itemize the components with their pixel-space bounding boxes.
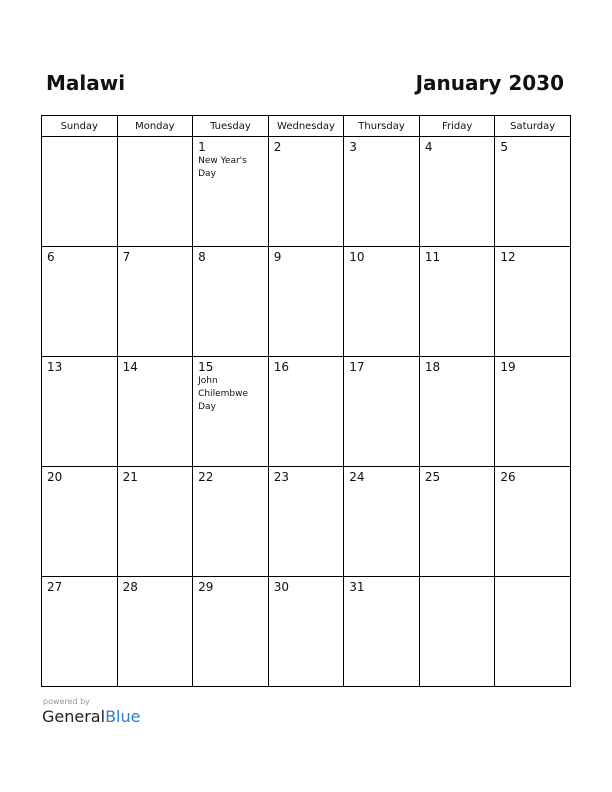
day-cell[interactable] bbox=[42, 247, 118, 357]
day-cell[interactable] bbox=[344, 577, 420, 687]
day-cell[interactable] bbox=[42, 357, 118, 467]
day-number: 22 bbox=[198, 470, 214, 484]
day-number: 25 bbox=[424, 470, 441, 484]
day-cell[interactable] bbox=[495, 247, 571, 357]
day-number: 11 bbox=[424, 250, 441, 264]
month-title: January 2030 bbox=[415, 71, 564, 95]
day-number: 24 bbox=[349, 470, 365, 484]
day-number: 2 bbox=[273, 140, 282, 154]
day-number: 10 bbox=[349, 250, 365, 264]
day-cell[interactable] bbox=[495, 357, 571, 467]
day-cell[interactable] bbox=[193, 357, 269, 467]
day-cell[interactable] bbox=[495, 137, 571, 247]
day-number: 18 bbox=[424, 360, 441, 374]
country-title: Malawi bbox=[46, 71, 126, 95]
logo-blue-text: Blue bbox=[105, 707, 141, 726]
day-cell[interactable] bbox=[117, 577, 193, 687]
powered-by-text: powered by bbox=[43, 697, 90, 706]
day-cell[interactable] bbox=[117, 137, 193, 247]
weekday-tuesday: Tuesday bbox=[193, 116, 269, 137]
holiday-label: New Year's Day bbox=[198, 156, 247, 179]
logo-general-text: General bbox=[42, 707, 106, 726]
day-cell[interactable] bbox=[344, 467, 420, 577]
day-number: 15 bbox=[198, 360, 214, 374]
day-number: 16 bbox=[273, 360, 289, 374]
day-number: 19 bbox=[500, 360, 516, 374]
week-row bbox=[42, 247, 571, 357]
day-number: 20 bbox=[47, 470, 63, 484]
day-cell[interactable] bbox=[42, 577, 118, 687]
day-number: 13 bbox=[47, 360, 63, 374]
week-row bbox=[42, 467, 571, 577]
day-number: 17 bbox=[349, 360, 365, 374]
day-number: 29 bbox=[198, 580, 214, 594]
day-cell[interactable] bbox=[42, 467, 118, 577]
day-number: 6 bbox=[47, 250, 55, 264]
day-cell[interactable] bbox=[419, 137, 495, 247]
day-number: 28 bbox=[122, 580, 138, 594]
week-row bbox=[42, 137, 571, 247]
weekday-monday: Monday bbox=[117, 116, 193, 137]
day-number: 31 bbox=[349, 580, 365, 594]
day-cell[interactable] bbox=[344, 137, 420, 247]
day-cell[interactable] bbox=[344, 357, 420, 467]
day-number: 27 bbox=[47, 580, 63, 594]
day-number: 1 bbox=[198, 140, 206, 154]
day-cell[interactable] bbox=[268, 577, 344, 687]
weekday-sunday: Sunday bbox=[42, 116, 118, 137]
day-number: 21 bbox=[122, 470, 138, 484]
weekday-wednesday: Wednesday bbox=[268, 116, 344, 137]
day-number: 8 bbox=[198, 250, 206, 264]
day-cell[interactable] bbox=[117, 467, 193, 577]
day-cell[interactable] bbox=[117, 357, 193, 467]
day-cell[interactable] bbox=[419, 467, 495, 577]
footer-branding bbox=[42, 697, 140, 726]
day-cell[interactable] bbox=[495, 467, 571, 577]
day-cell[interactable] bbox=[419, 357, 495, 467]
day-cell[interactable] bbox=[117, 247, 193, 357]
day-cell[interactable] bbox=[193, 247, 269, 357]
day-number: 4 bbox=[424, 140, 433, 154]
day-cell[interactable] bbox=[419, 577, 495, 687]
day-number: 7 bbox=[122, 250, 131, 264]
day-cell[interactable] bbox=[495, 577, 571, 687]
day-number: 14 bbox=[122, 360, 138, 374]
day-cell[interactable] bbox=[268, 137, 344, 247]
day-cell[interactable] bbox=[193, 467, 269, 577]
day-cell[interactable] bbox=[42, 137, 118, 247]
holiday-label: John Chilembwe Day bbox=[198, 376, 249, 412]
weekday-saturday: Saturday bbox=[495, 116, 571, 137]
day-cell[interactable] bbox=[193, 577, 269, 687]
weekday-friday: Friday bbox=[419, 116, 495, 137]
calendar-grid bbox=[41, 115, 571, 687]
day-cell[interactable] bbox=[193, 137, 269, 247]
day-number: 26 bbox=[500, 470, 516, 484]
weekday-thursday: Thursday bbox=[344, 116, 420, 137]
day-number: 12 bbox=[500, 250, 516, 264]
day-cell[interactable] bbox=[268, 247, 344, 357]
day-number: 30 bbox=[273, 580, 289, 594]
day-number: 9 bbox=[273, 250, 282, 264]
day-number: 23 bbox=[273, 470, 289, 484]
week-row bbox=[42, 357, 571, 467]
day-cell[interactable] bbox=[344, 247, 420, 357]
week-row bbox=[42, 577, 571, 687]
weekday-header-row bbox=[42, 116, 571, 137]
day-cell[interactable] bbox=[419, 247, 495, 357]
day-cell[interactable] bbox=[268, 467, 344, 577]
generalblue-logo[interactable] bbox=[42, 707, 140, 726]
day-number: 3 bbox=[349, 140, 357, 154]
day-cell[interactable] bbox=[268, 357, 344, 467]
day-number: 5 bbox=[500, 140, 509, 154]
